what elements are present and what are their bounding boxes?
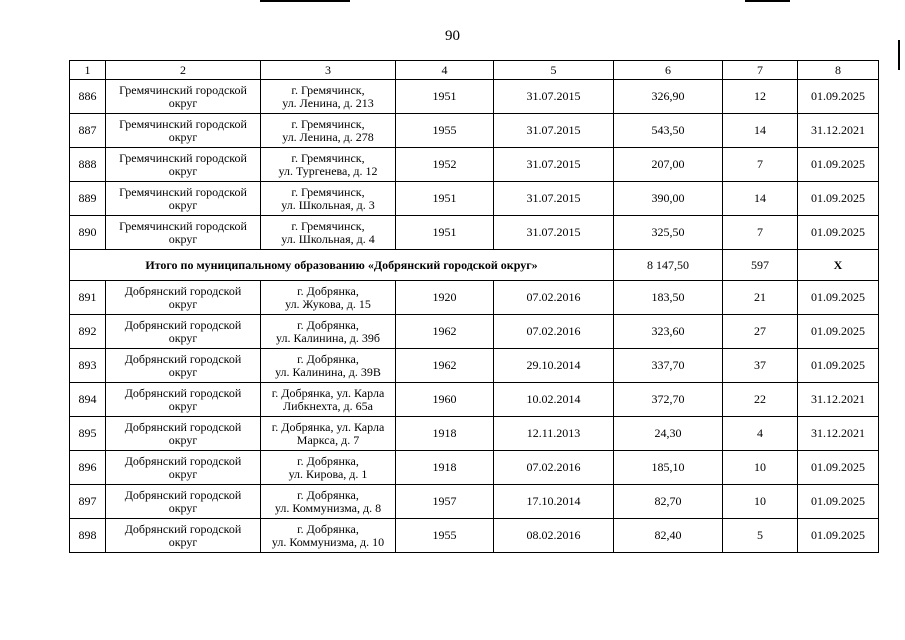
address-cell-line: г. Добрянка, ул. Карла [271, 419, 385, 434]
date-cell: 07.02.2016 [494, 451, 614, 485]
date-cell: 31.07.2015 [494, 216, 614, 250]
deadline-cell: 01.09.2025 [798, 485, 879, 519]
municipality-cell [106, 182, 261, 216]
date-cell: 07.02.2016 [494, 315, 614, 349]
deadline-cell: 01.09.2025 [798, 148, 879, 182]
year-cell: 1920 [396, 281, 494, 315]
row-number-cell: 888 [70, 148, 106, 182]
residents-cell: 7 [723, 148, 798, 182]
column-header-5: 5 [494, 61, 614, 80]
municipality-cell-line: округ [168, 296, 198, 311]
deadline-cell: 31.12.2021 [798, 417, 879, 451]
total-row [70, 250, 879, 281]
municipality-cell-line: округ [168, 330, 198, 345]
column-header-7: 7 [723, 61, 798, 80]
address-cell-line: ул. Калинина, д. 39В [275, 364, 381, 379]
table-row [70, 80, 879, 114]
deadline-cell: 01.09.2025 [798, 182, 879, 216]
table-row [70, 383, 879, 417]
year-cell: 1918 [396, 417, 494, 451]
address-cell-line: г. Гремячинск, [291, 82, 365, 97]
area-cell: 24,30 [614, 417, 723, 451]
residents-cell: 27 [723, 315, 798, 349]
date-cell: 17.10.2014 [494, 485, 614, 519]
address-cell-line: ул. Калинина, д. 39б [276, 330, 380, 345]
deadline-cell: 01.09.2025 [798, 281, 879, 315]
area-cell: 326,90 [614, 80, 723, 114]
area-cell: 207,00 [614, 148, 723, 182]
address-cell-line: г. Добрянка, [297, 521, 359, 536]
table-row [70, 315, 879, 349]
municipality-cell-line: Гремячинский городской [119, 150, 247, 165]
address-cell-line: г. Добрянка, [297, 487, 359, 502]
municipality-cell-line: Гремячинский городской [119, 184, 247, 199]
date-cell: 12.11.2013 [494, 417, 614, 451]
municipality-cell [106, 417, 261, 451]
municipality-cell-line: округ [168, 163, 198, 178]
municipality-cell-line: округ [168, 364, 198, 379]
municipality-cell-line: округ [168, 500, 198, 515]
area-cell: 325,50 [614, 216, 723, 250]
address-cell [261, 148, 396, 182]
row-number-cell: 887 [70, 114, 106, 148]
year-cell: 1952 [396, 148, 494, 182]
municipality-cell-line: Добрянский городской [124, 317, 242, 332]
address-cell-line: Маркса, д. 7 [296, 432, 360, 447]
area-cell: 323,60 [614, 315, 723, 349]
table-row [70, 417, 879, 451]
housing-register-table [69, 60, 879, 553]
year-cell: 1951 [396, 216, 494, 250]
area-cell: 82,40 [614, 519, 723, 553]
area-cell: 337,70 [614, 349, 723, 383]
municipality-cell-line: Добрянский городской [124, 453, 242, 468]
residents-cell: 7 [723, 216, 798, 250]
table-row [70, 216, 879, 250]
year-cell: 1918 [396, 451, 494, 485]
year-cell: 1955 [396, 519, 494, 553]
residents-cell: 14 [723, 114, 798, 148]
year-cell: 1951 [396, 182, 494, 216]
date-cell: 10.02.2014 [494, 383, 614, 417]
municipality-cell-line: Добрянский городской [124, 351, 242, 366]
municipality-cell-line: округ [168, 534, 198, 549]
column-header-1: 1 [70, 61, 106, 80]
column-header-2: 2 [106, 61, 261, 80]
column-header-4: 4 [396, 61, 494, 80]
municipality-cell-line: округ [168, 466, 198, 481]
residents-cell: 14 [723, 182, 798, 216]
address-cell-line: г. Гремячинск, [291, 218, 365, 233]
table-row [70, 485, 879, 519]
date-cell: 31.07.2015 [494, 148, 614, 182]
table-row [70, 519, 879, 553]
area-cell: 185,10 [614, 451, 723, 485]
address-cell [261, 519, 396, 553]
address-cell-line: ул. Кирова, д. 1 [288, 466, 368, 481]
municipality-cell-line: Гремячинский городской [119, 82, 247, 97]
deadline-cell: 31.12.2021 [798, 114, 879, 148]
address-cell-line: Либкнехта, д. 65а [283, 398, 373, 413]
table-row [70, 182, 879, 216]
row-number-cell: 886 [70, 80, 106, 114]
date-cell: 29.10.2014 [494, 349, 614, 383]
year-cell: 1960 [396, 383, 494, 417]
municipality-cell [106, 485, 261, 519]
residents-cell: 21 [723, 281, 798, 315]
row-number-cell: 889 [70, 182, 106, 216]
year-cell: 1951 [396, 80, 494, 114]
residents-cell: 37 [723, 349, 798, 383]
column-header-6: 6 [614, 61, 723, 80]
municipality-cell-line: Добрянский городской [124, 385, 242, 400]
municipality-cell [106, 451, 261, 485]
municipality-cell [106, 349, 261, 383]
address-cell-line: ул. Школьная, д. 4 [281, 231, 375, 246]
date-cell: 07.02.2016 [494, 281, 614, 315]
deadline-cell: 01.09.2025 [798, 451, 879, 485]
municipality-cell-line: Добрянский городской [124, 521, 242, 536]
total-area-cell: 8 147,50 [614, 250, 723, 281]
address-cell-line: ул. Школьная, д. 3 [281, 197, 375, 212]
address-cell-line: ул. Ленина, д. 213 [282, 95, 374, 110]
table-row [70, 349, 879, 383]
residents-cell: 22 [723, 383, 798, 417]
row-number-cell: 896 [70, 451, 106, 485]
residents-cell: 5 [723, 519, 798, 553]
table-row [70, 114, 879, 148]
table-row [70, 148, 879, 182]
address-cell-line: ул. Коммунизма, д. 10 [271, 534, 385, 549]
address-cell [261, 216, 396, 250]
area-cell: 543,50 [614, 114, 723, 148]
municipality-cell [106, 114, 261, 148]
municipality-cell-line: округ [168, 95, 198, 110]
address-cell-line: г. Добрянка, [297, 453, 359, 468]
municipality-cell [106, 148, 261, 182]
address-cell-line: г. Добрянка, ул. Карла [271, 385, 385, 400]
address-cell-line: г. Добрянка, [297, 283, 359, 298]
area-cell: 183,50 [614, 281, 723, 315]
municipality-cell-line: округ [168, 129, 198, 144]
residents-cell: 10 [723, 451, 798, 485]
scan-edge-mark-top-right [745, 0, 790, 2]
table-body [70, 61, 879, 553]
date-cell: 31.07.2015 [494, 80, 614, 114]
municipality-cell-line: округ [168, 231, 198, 246]
address-cell-line: ул. Ленина, д. 278 [282, 129, 374, 144]
municipality-cell [106, 519, 261, 553]
row-number-cell: 897 [70, 485, 106, 519]
address-cell [261, 383, 396, 417]
residents-cell: 4 [723, 417, 798, 451]
address-cell [261, 485, 396, 519]
deadline-cell: 01.09.2025 [798, 349, 879, 383]
year-cell: 1962 [396, 315, 494, 349]
column-header-3: 3 [261, 61, 396, 80]
address-cell-line: г. Гремячинск, [291, 184, 365, 199]
address-cell [261, 349, 396, 383]
address-cell-line: ул. Жукова, д. 15 [285, 296, 371, 311]
scan-edge-mark-top-left [260, 0, 350, 2]
date-cell: 08.02.2016 [494, 519, 614, 553]
address-cell [261, 182, 396, 216]
municipality-cell-line: округ [168, 432, 198, 447]
municipality-cell [106, 80, 261, 114]
row-number-cell: 895 [70, 417, 106, 451]
total-label: Итого по муниципальному образованию «Добрянский городской округ» [70, 250, 614, 281]
deadline-cell: 01.09.2025 [798, 519, 879, 553]
municipality-cell-line: Гремячинский городской [119, 218, 247, 233]
row-number-cell: 894 [70, 383, 106, 417]
address-cell [261, 114, 396, 148]
address-cell-line: г. Гремячинск, [291, 116, 365, 131]
total-deadline-cell: X [798, 250, 879, 281]
address-cell-line: г. Добрянка, [297, 351, 359, 366]
deadline-cell: 01.09.2025 [798, 216, 879, 250]
year-cell: 1957 [396, 485, 494, 519]
address-cell [261, 281, 396, 315]
total-residents-cell: 597 [723, 250, 798, 281]
address-cell-line: ул. Тургенева, д. 12 [278, 163, 378, 178]
page-number: 90 [445, 28, 460, 44]
municipality-cell-line: округ [168, 197, 198, 212]
municipality-cell-line: Добрянский городской [124, 487, 242, 502]
address-cell [261, 451, 396, 485]
header-row [70, 61, 879, 80]
residents-cell: 12 [723, 80, 798, 114]
table-row [70, 451, 879, 485]
municipality-cell-line: Добрянский городской [124, 283, 242, 298]
deadline-cell: 01.09.2025 [798, 315, 879, 349]
address-cell-line: г. Гремячинск, [291, 150, 365, 165]
deadline-cell: 01.09.2025 [798, 80, 879, 114]
year-cell: 1962 [396, 349, 494, 383]
area-cell: 372,70 [614, 383, 723, 417]
row-number-cell: 892 [70, 315, 106, 349]
municipality-cell-line: округ [168, 398, 198, 413]
column-header-8: 8 [798, 61, 879, 80]
date-cell: 31.07.2015 [494, 114, 614, 148]
year-cell: 1955 [396, 114, 494, 148]
row-number-cell: 890 [70, 216, 106, 250]
table-row [70, 281, 879, 315]
address-cell [261, 315, 396, 349]
address-cell [261, 417, 396, 451]
address-cell [261, 80, 396, 114]
area-cell: 390,00 [614, 182, 723, 216]
municipality-cell [106, 383, 261, 417]
deadline-cell: 31.12.2021 [798, 383, 879, 417]
residents-cell: 10 [723, 485, 798, 519]
address-cell-line: ул. Коммунизма, д. 8 [274, 500, 382, 515]
municipality-cell [106, 281, 261, 315]
row-number-cell: 891 [70, 281, 106, 315]
area-cell: 82,70 [614, 485, 723, 519]
row-number-cell: 893 [70, 349, 106, 383]
date-cell: 31.07.2015 [494, 182, 614, 216]
address-cell-line: г. Добрянка, [297, 317, 359, 332]
municipality-cell [106, 216, 261, 250]
municipality-cell [106, 315, 261, 349]
municipality-cell-line: Добрянский городской [124, 419, 242, 434]
row-number-cell: 898 [70, 519, 106, 553]
municipality-cell-line: Гремячинский городской [119, 116, 247, 131]
